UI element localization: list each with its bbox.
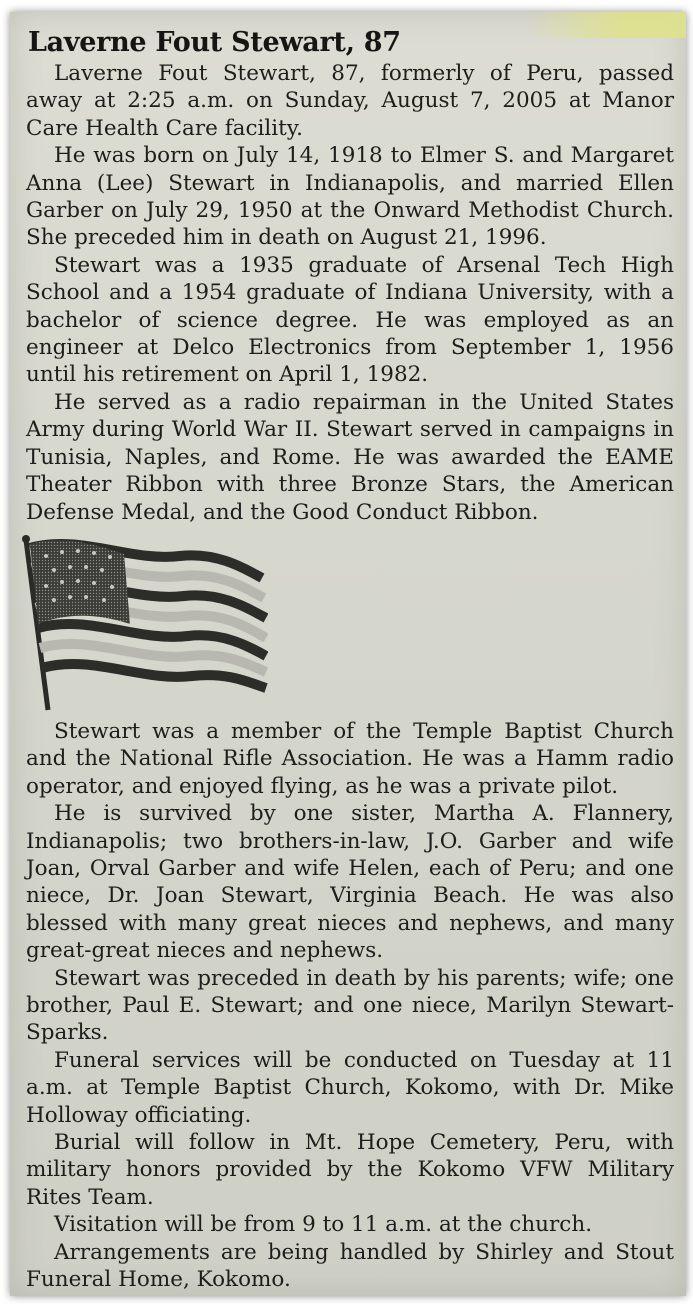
paragraph-funeral: Funeral services will be conducted on Tuesday at 11 a.m. at Temple Baptist Church, Kokomo, with Dr. Mike Holloway officiating. — [26, 1047, 674, 1128]
paragraph-death-notice: Laverne Fout Stewart, 87, formerly of Peru, passed away at 2:25 a.m. on Sunday, August 7, 2005 at Manor Care Health Care facility. — [26, 61, 674, 141]
military-service-text-lead: He served as a radio repairman in the United States Army during World War II. Stewart served in campaigns in Tunisia, Naples, and Rome. He was awarded the EAME Theater Ribbon with three Bronze Stars, the American Defense Medal, and the Good Conduct Ribbon. — [26, 389, 674, 525]
headline: Laverne Fout Stewart, 87 — [28, 27, 401, 58]
paragraph-military-service — [26, 389, 674, 526]
paragraph-visitation: Visitation will be from 9 to 11 a.m. at the church. — [54, 1212, 593, 1238]
paragraph-arrangements: Arrangements are being handled by Shirley and Stout Funeral Home, Kokomo. — [26, 1239, 674, 1293]
paragraph-survivors: He is survived by one sister, Martha A. Flannery, Indianapolis; two brothers-in-law, J.O. Garber and wife Joan, Orval Garber and wife Helen, each of Peru; and one niece, Dr. Joan Stewart, Virginia Beach. He was also blessed with many great nieces and nephews, and many great-great nieces and nephews. — [26, 801, 674, 964]
paragraph-preceded: Stewart was preceded in death by his parents; wife; one brother, Paul E. Stewart; and one niece, Marilyn Stewart-Sparks. — [26, 965, 674, 1046]
paragraph-memberships: Stewart was a member of the Temple Baptist Church and the National Rifle Association. He was a Hamm radio operator, and enjoyed flying, as he was a private pilot. — [26, 718, 674, 799]
newspaper-clipping — [10, 12, 686, 1296]
paragraph-education-career: Stewart was a 1935 graduate of Arsenal Tech High School and a 1954 graduate of Indiana University, with a bachelor of science degree. He was employed as an engineer at Delco Electronics from September 1, 1956 until his retirement on April 1, 1982. — [26, 252, 674, 388]
obituary-article — [26, 26, 674, 1293]
paragraph-birth-marriage: He was born on July 14, 1918 to Elmer S. and Margaret Anna (Lee) Stewart in Indianapolis, and married Ellen Garber on July 29, 1950 at the Onward Methodist Church. She preceded him in death on August 21, 1996. — [26, 143, 674, 251]
paragraph-burial: Burial will follow in Mt. Hope Cemetery, Peru, with military honors provided by the Kokomo VFW Military Rites Team. — [26, 1130, 674, 1210]
american-flag-icon — [20, 532, 268, 718]
